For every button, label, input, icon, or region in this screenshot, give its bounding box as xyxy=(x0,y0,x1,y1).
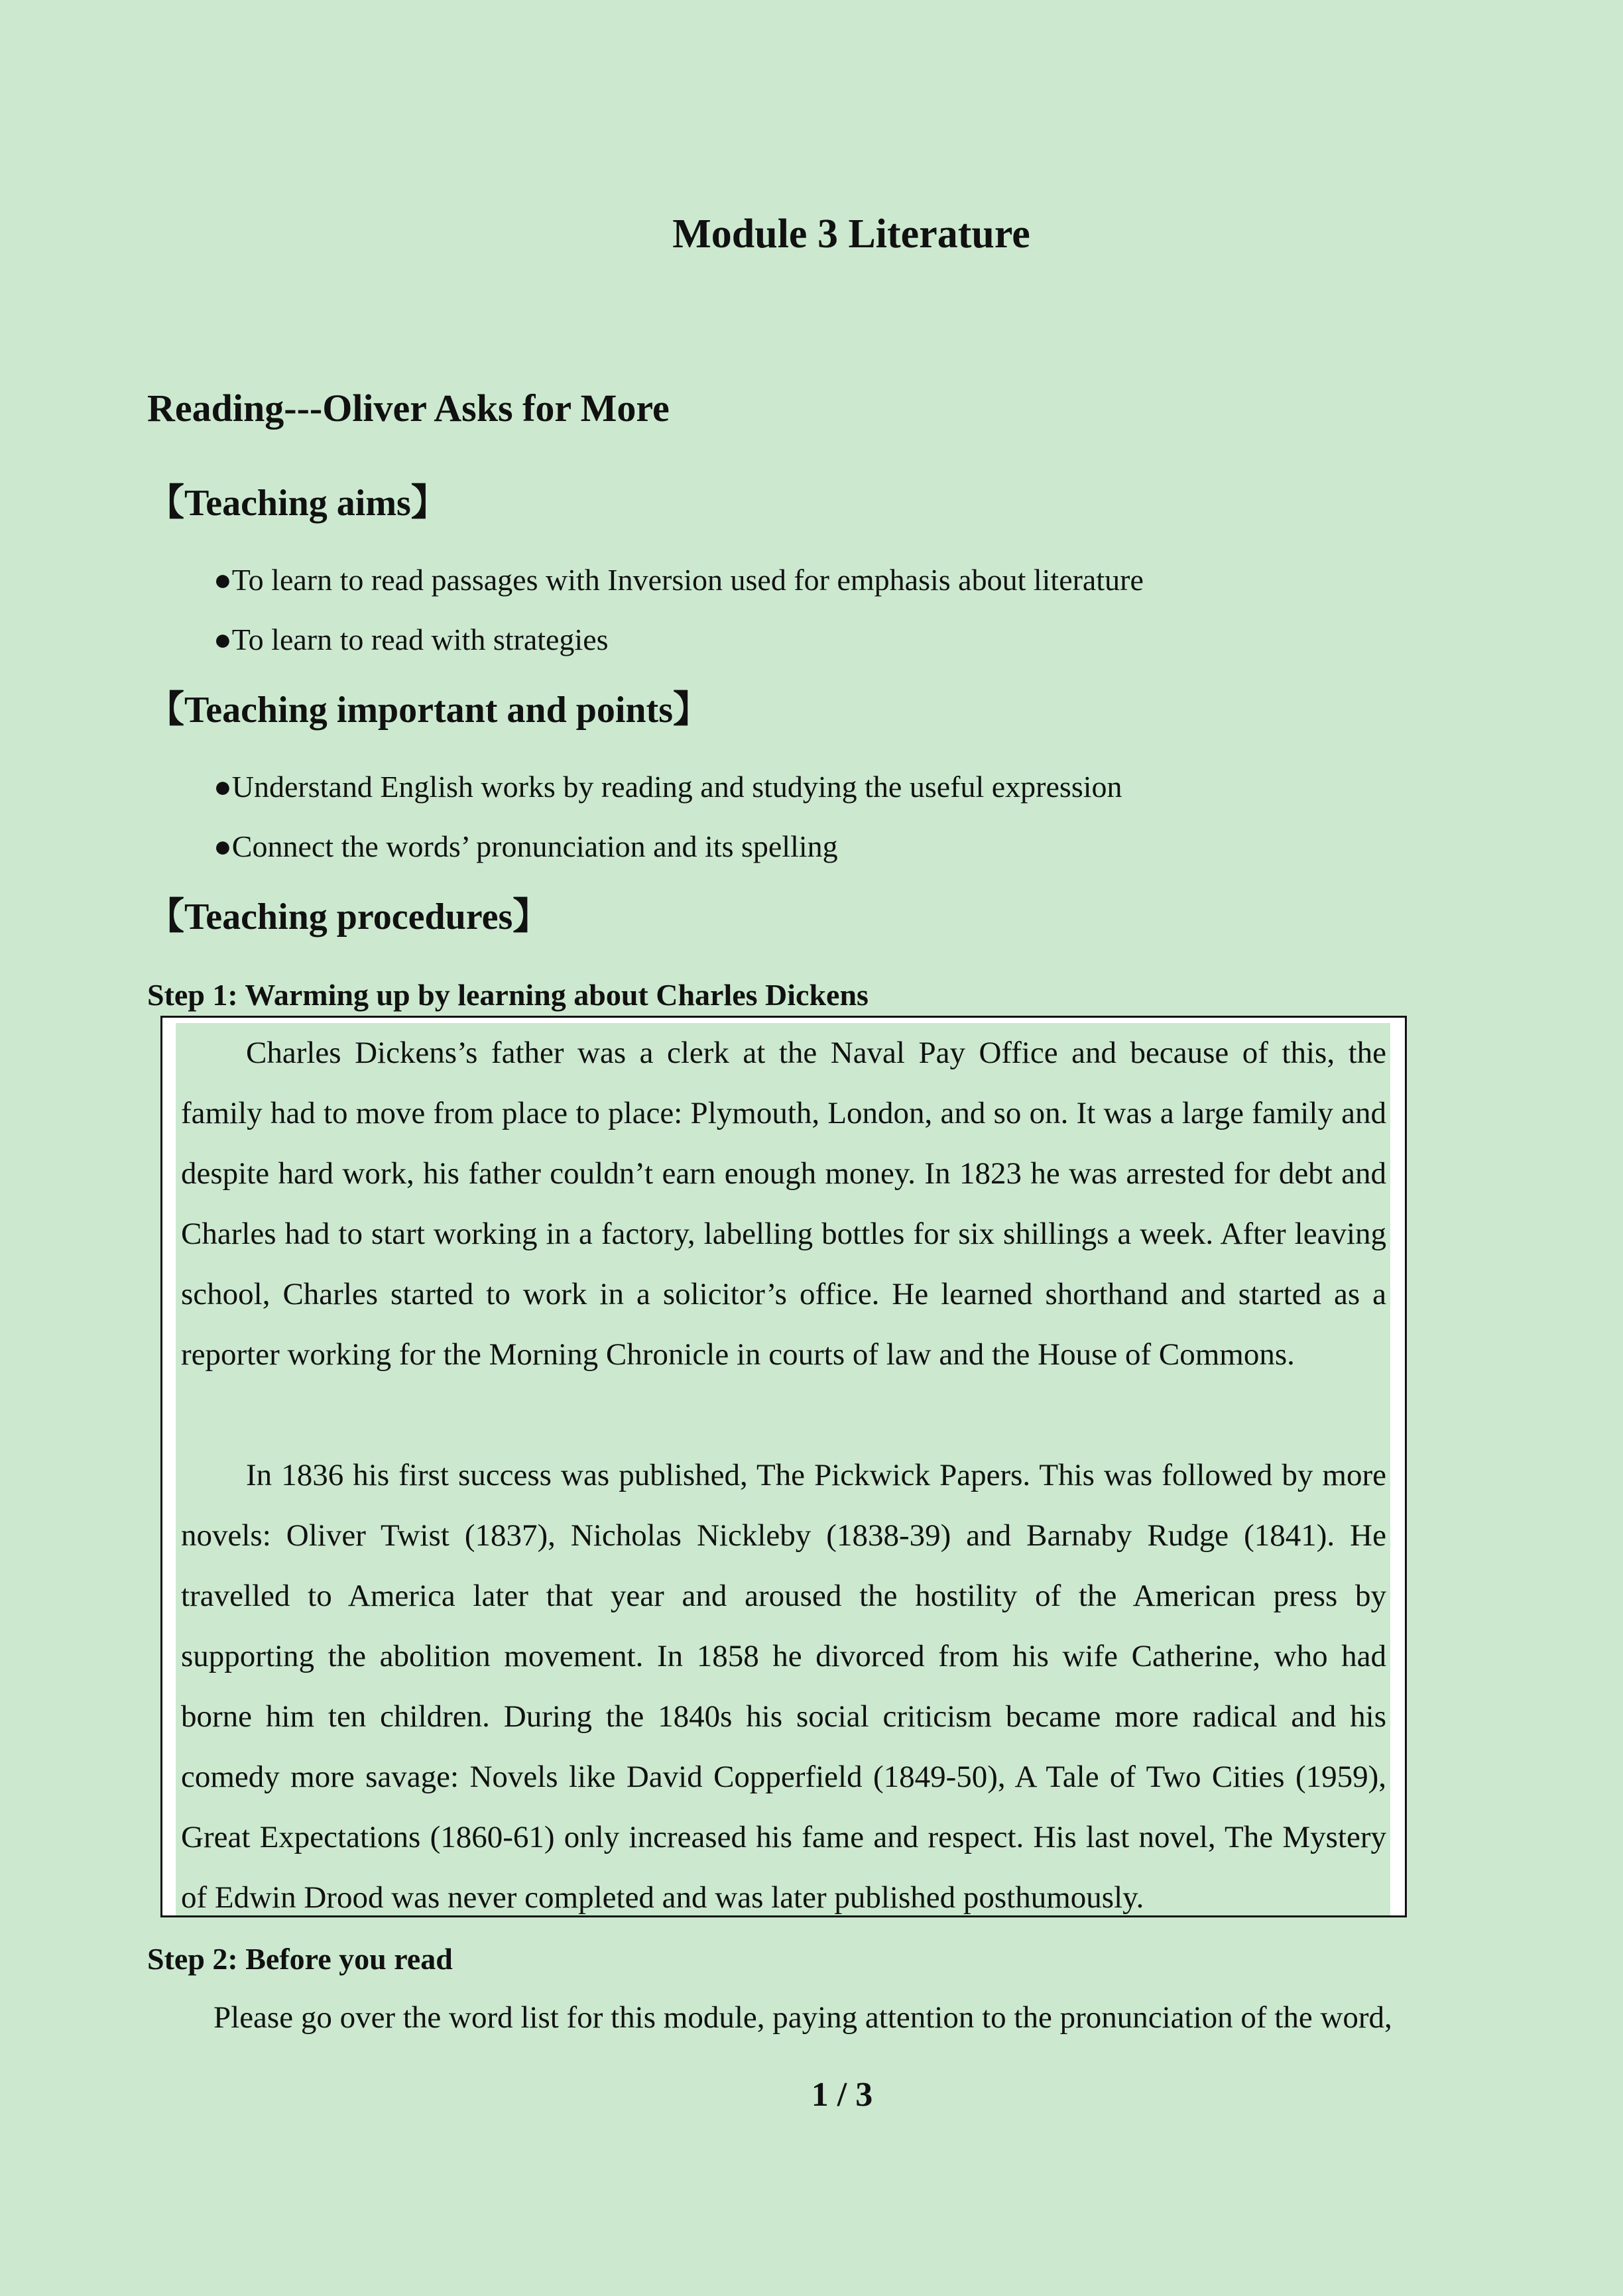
important-bullet-1: ●Understand English works by reading and studying the useful expression xyxy=(213,770,1122,804)
reading-title: Reading---Oliver Asks for More xyxy=(147,387,670,430)
important-bullet-2: ●Connect the words’ pronunciation and its spelling xyxy=(213,829,838,863)
dickens-paragraph-2: In 1836 his first success was published, The Pickwick Papers. This was followed by more novels: Oliver Twist (1837), Nicholas Nickleby (1838-39) and Barnaby Rudge (1841). He travelled to America later that year and aroused the hostility of the American press by supporting the abolition movement. In 1858 he divorced from his wife Catherine, who had borne him ten children. During the 1840s his social criticism became more radical and his comedy more savage: Novels like David Copperfield (1849-50), A Tale of Two Cities (1959), Great Expectations (1860-61) only increased his fame and respect. His last novel, The Mystery of Edwin Drood was never completed and was later published posthumously. xyxy=(181,1458,1386,1915)
dickens-text-box xyxy=(160,1016,1407,1917)
page-number: 1 / 3 xyxy=(811,2076,873,2114)
teaching-important-heading: 【Teaching important and points】 xyxy=(147,690,710,731)
teaching-aims-heading: 【Teaching aims】 xyxy=(147,483,448,524)
teaching-procedures-heading: 【Teaching procedures】 xyxy=(147,896,550,937)
step2-intro-text: Please go over the word list for this module, paying attention to the pronunciation of the word, xyxy=(213,2000,1392,2035)
dickens-paragraph-1: Charles Dickens’s father was a clerk at the Naval Pay Office and because of this, the family had to move from place to place: Plymouth, London, and so on. It was a large family and despite hard work, his father couldn’t earn enough money. In 1823 he was arrested for debt and Charles had to start working in a factory, labelling bottles for six shillings a week. After leaving school, Charles started to work in a solicitor’s office. He learned shorthand and started as a reporter working for the Morning Chronicle in courts of law and the House of Commons. xyxy=(181,1036,1386,1372)
step1-heading: Step 1: Warming up by learning about Charles Dickens xyxy=(147,978,869,1012)
step2-heading: Step 2: Before you read xyxy=(147,1942,453,1976)
aims-bullet-2: ●To learn to read with strategies xyxy=(213,623,609,656)
aims-bullet-1: ●To learn to read passages with Inversion used for emphasis about literature xyxy=(213,563,1144,597)
module-title: Module 3 Literature xyxy=(672,211,1030,257)
